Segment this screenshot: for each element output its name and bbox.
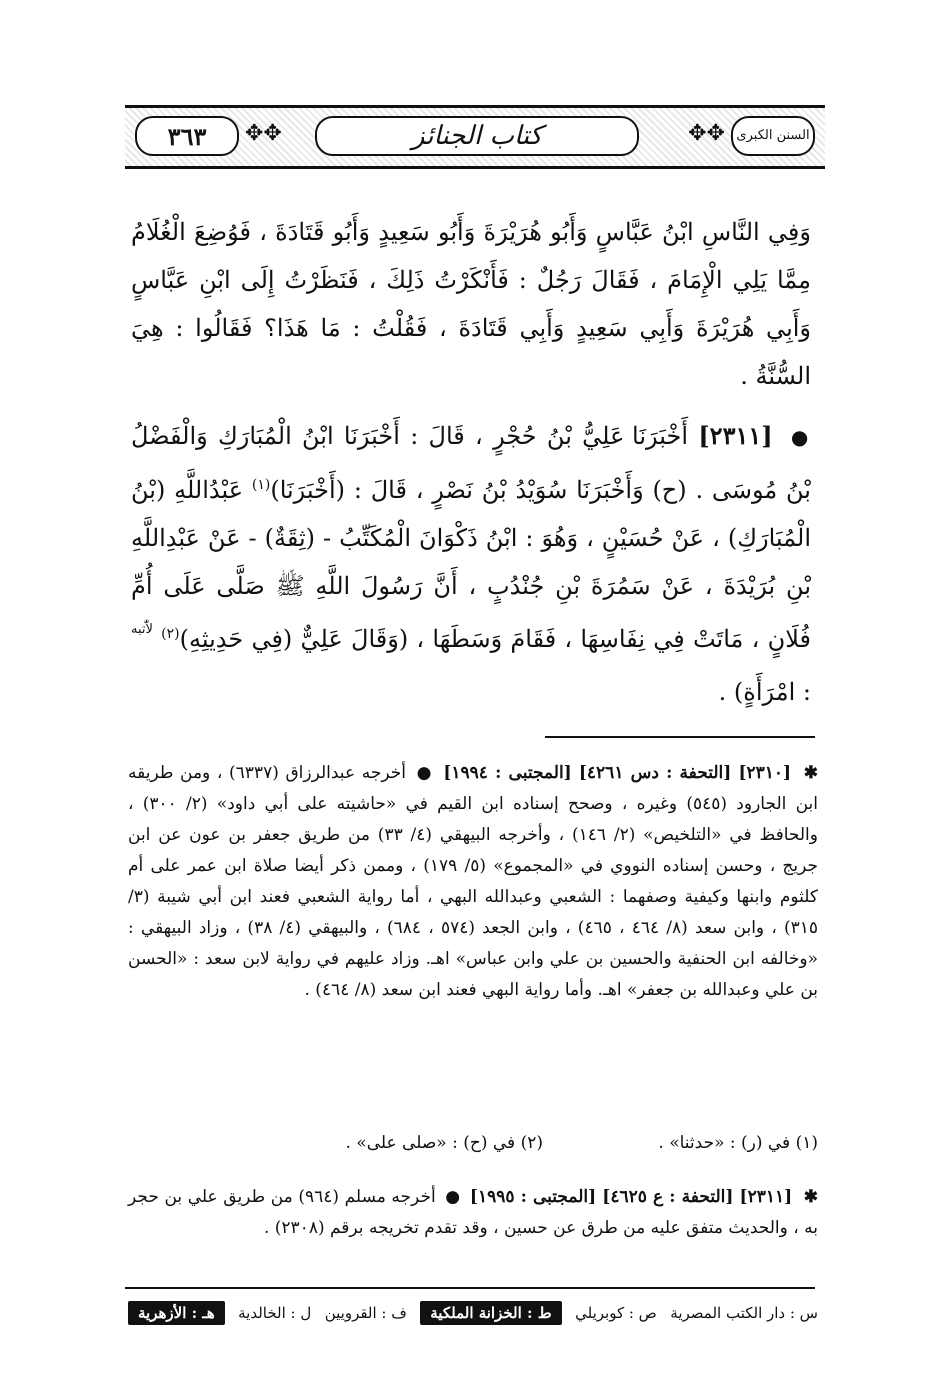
asterisk-icon: ✱	[803, 763, 818, 783]
book-logo-text: السنن الكبرى	[736, 128, 810, 143]
footnote-2311-ref: [٢٣١١] [التحفة : ع ٤٦٢٥] [المجتبى : ١٩٩٥]	[469, 1187, 793, 1207]
footnote-divider	[545, 736, 815, 738]
chapter-title	[315, 116, 639, 156]
hadith-text-part-a: أَخْبَرَنَا عَلِيُّ بْنُ حُجْرٍ ، قَالَ : أَخْبَرَنَا ابْنُ الْمُبَارَكِ وَالْفَضْلُ بْنُ مُوسَى . (ح) وَأَخْبَرَنَا سُوَيْدُ بْنُ نَصْرٍ ، قَالَ : (أَخْبَرَنَا)	[131, 422, 811, 504]
siglum-item-highlight: ط : الخزانة الملكية	[420, 1301, 561, 1325]
hadith-text-part-b: عَبْدُاللَّهِ (بْنُ الْمُبَارَكِ) ، عَنْ حُسَيْنٍ ، وَهُوَ : ابْنُ ذَكْوَانَ الْمُكَتِّبُ - (ثِقَةٌ) - عَنْ عَبْدِاللَّهِ بْنِ بُرَيْدَةَ ، عَنْ سَمُرَةَ بْنِ جُنْدُبٍ ، أَنَّ رَسُولَ اللَّهِ ﷺ صَلَّى عَلَى أُمِّ فُلَانٍ ، مَاتَتْ فِي نِفَاسِهَا ، فَقَامَ وَسَطَهَا ، (وَقَالَ عَلِيٌّ (فِي حَدِيثِهِ)	[131, 476, 811, 653]
footnote-2310	[128, 758, 818, 1006]
main-paragraph-2	[131, 412, 811, 716]
footnote-2311	[128, 1182, 818, 1244]
hadith-number: [٢٣١١]	[698, 421, 773, 450]
footnote-2311-text: أخرجه مسلم (٩٦٤) من طريق علي بن حجر به ، والحديث متفق عليه من طرق عن حسين ، وقد تقدم تخريجه برقم (٢٣٠٨) .	[128, 1187, 818, 1238]
siglum-item: ص : كوبريلي	[575, 1304, 657, 1322]
siglum-item: س : دار الكتب المصرية	[670, 1304, 818, 1322]
siglum-item: ل : الخالدية	[238, 1304, 312, 1322]
bullet-icon: ●	[445, 1187, 461, 1207]
asterisk-icon: ✱	[803, 1187, 818, 1207]
bullet-icon: ●	[416, 763, 433, 783]
page-number-text: ٣٦٣	[167, 121, 207, 151]
footnote-marker-2: (٢)	[161, 626, 180, 642]
sigla-divider	[125, 1287, 815, 1289]
page-number	[135, 116, 239, 156]
book-logo	[731, 116, 815, 156]
bullet-icon: ●	[790, 425, 811, 449]
ornament-knot-icon: ✥✥	[688, 121, 725, 146]
variant-note-1: (١) في (ر) : «حدثنا» .	[658, 1133, 818, 1153]
chapter-title-text: كتاب الجنائز	[411, 121, 543, 151]
variant-note-2: (٢) في (ح) : «صلى على» .	[345, 1133, 543, 1153]
manuscript-sigla	[128, 1297, 818, 1329]
margin-gloss: لاّٰتبه	[131, 622, 153, 637]
footnote-2310-ref: [٢٣١٠] [التحفة : دس ٤٢٦١] [المجتبى : ١٩٩٤]	[443, 763, 792, 783]
footnote-marker-1: (١)	[251, 477, 271, 493]
siglum-item: ف : القرويين	[324, 1304, 407, 1322]
siglum-item-highlight: هـ : الأزهرية	[128, 1301, 225, 1325]
footnote-2310-text: أخرجه عبدالرزاق (٦٣٣٧) ، ومن طريقه ابن الجارود (٥٤٥) وغيره ، وصحح إسناده ابن القيم في «حاشيته على أبي داود» (٢/ ٣٠٠) ، والحافظ في «التلخيص» (٢/ ١٤٦) ، وأخرجه البيهقي (٤/ ٣٣) من طريق جعفر بن عون عن ابن جريج ، وحسن إسناده النووي في «المجموع» (٥/ ١٧٩) ، وممن ذكر أيضا صلاة ابن عمر على أم كلثوم وابنها وكيفية وصفهما : الشعبي وعبدالله البهي ، أما رواية الشعبي فعند ابن أبي شيبة (٣/ ٣١٥) ، وابن سعد (٨/ ٤٦٤ ، ٤٦٥) ، وابن الجعد (٥٧٤ ، ٦٨٤) ، والبيهقي (٤/ ٣٨) ، وزاد البيهقي : «وخالفه ابن الحنفية والحسين بن علي وابن عباس» اهـ. وزاد عليهم في رواية لابن سعد : «الحسن بن علي وعبدالله بن جعفر» اهـ. وأما رواية البهي فعند ابن سعد (٨/ ٤٦٤) .	[128, 763, 819, 1000]
textual-variants	[128, 1128, 818, 1158]
main-paragraph-1: وَفِي النَّاسِ ابْنُ عَبَّاسٍ وَأَبُو هُرَيْرَةَ وَأَبُو سَعِيدٍ وَأَبُو قَتَادَةَ ، فَوُضِعَ الْغُلَامُ مِمَّا يَلِي الْإِمَامَ ، فَقَالَ رَجُلٌ : فَأَنْكَرْتُ ذَلِكَ ، فَنَظَرْتُ إِلَى ابْنِ عَبَّاسٍ وَأَبِي هُرَيْرَةَ وَأَبِي سَعِيدٍ وَأَبِي قَتَادَةَ ، فَقُلْتُ : مَا هَذَا؟ فَقَالُوا : هِيَ السُّنَّةُ .	[131, 218, 811, 390]
hadith-text-part-c: : امْرَأَةٍ) .	[718, 678, 811, 706]
page-header-banner	[125, 105, 825, 169]
ornament-knot-icon: ✥✥	[245, 121, 282, 146]
